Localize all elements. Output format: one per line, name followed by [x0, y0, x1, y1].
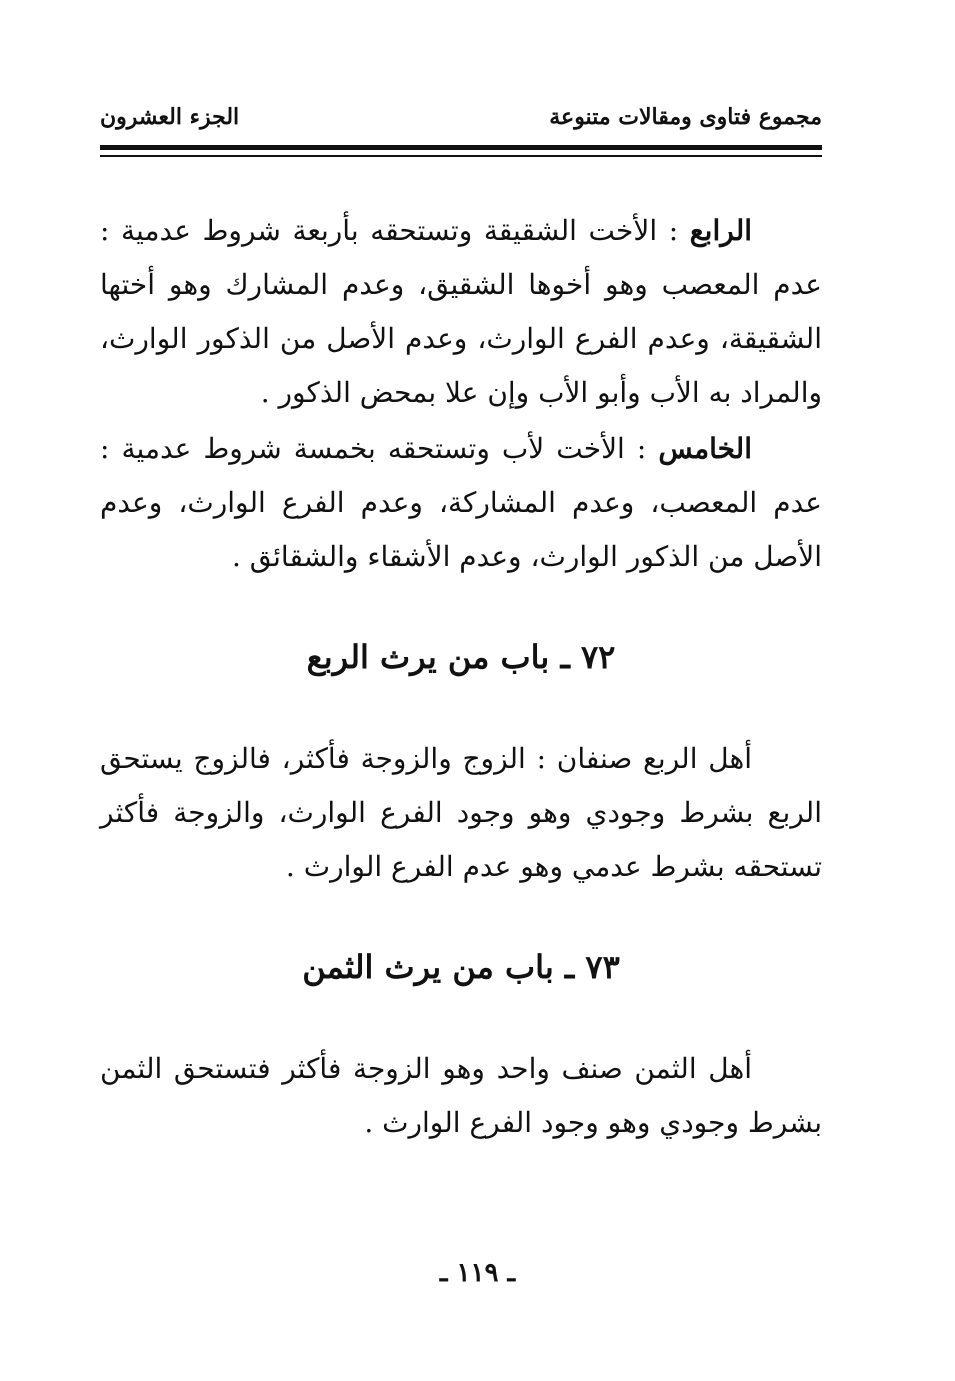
paragraph-quarter: أهل الربع صنفان : الزوج والزوجة فأكثر، فالزوج يستحق الربع بشرط وجودي وهو وجود الفرع الوارث، والزوجة فأكثر تستحقه بشرط عدمي وهو عدم الفرع الوارث .	[100, 742, 822, 883]
paragraph-eighth: أهل الثمن صنف واحد وهو الزوجة فأكثر فتستحق الثمن بشرط وجودي وهو وجود الفرع الوارث .	[100, 1052, 822, 1139]
page-number: ـ ١١٩ ـ	[439, 1258, 516, 1288]
header-rule-thin	[100, 155, 822, 157]
page-body	[100, 204, 822, 1150]
volume-label: الجزء العشرون	[100, 104, 240, 130]
paragraph-fourth	[100, 204, 822, 420]
paragraph-fifth	[100, 422, 822, 584]
header-rule-thick	[100, 145, 822, 150]
paragraph-fourth-text: : الأخت الشقيقة وتستحقه بأربعة شروط عدمية : عدم المعصب وهو أخوها الشقيق، وعدم المشارك وهو أختها الشقيقة، وعدم الفرع الوارث، وعدم الأصل من الذكور الوارث، والمراد به الأب وأبو الأب وإن علا بمحض الذكور .	[100, 214, 822, 409]
section-heading-eighth: ٧٣ ـ باب من يرث الثمن	[302, 948, 620, 986]
book-title: مجموع فتاوى ومقالات متنوعة	[549, 104, 822, 130]
term-fifth: الخامس	[658, 432, 752, 465]
section-heading-quarter: ٧٢ ـ باب من يرث الربع	[306, 638, 616, 676]
paragraph-fifth-text: : الأخت لأب وتستحقه بخمسة شروط عدمية : عدم المعصب، وعدم المشاركة، وعدم الفرع الوارث، وعدم الأصل من الذكور الوارث، وعدم الأشقاء والشقائق .	[100, 432, 822, 573]
running-header	[100, 104, 822, 144]
term-fourth: الرابع	[689, 214, 752, 247]
